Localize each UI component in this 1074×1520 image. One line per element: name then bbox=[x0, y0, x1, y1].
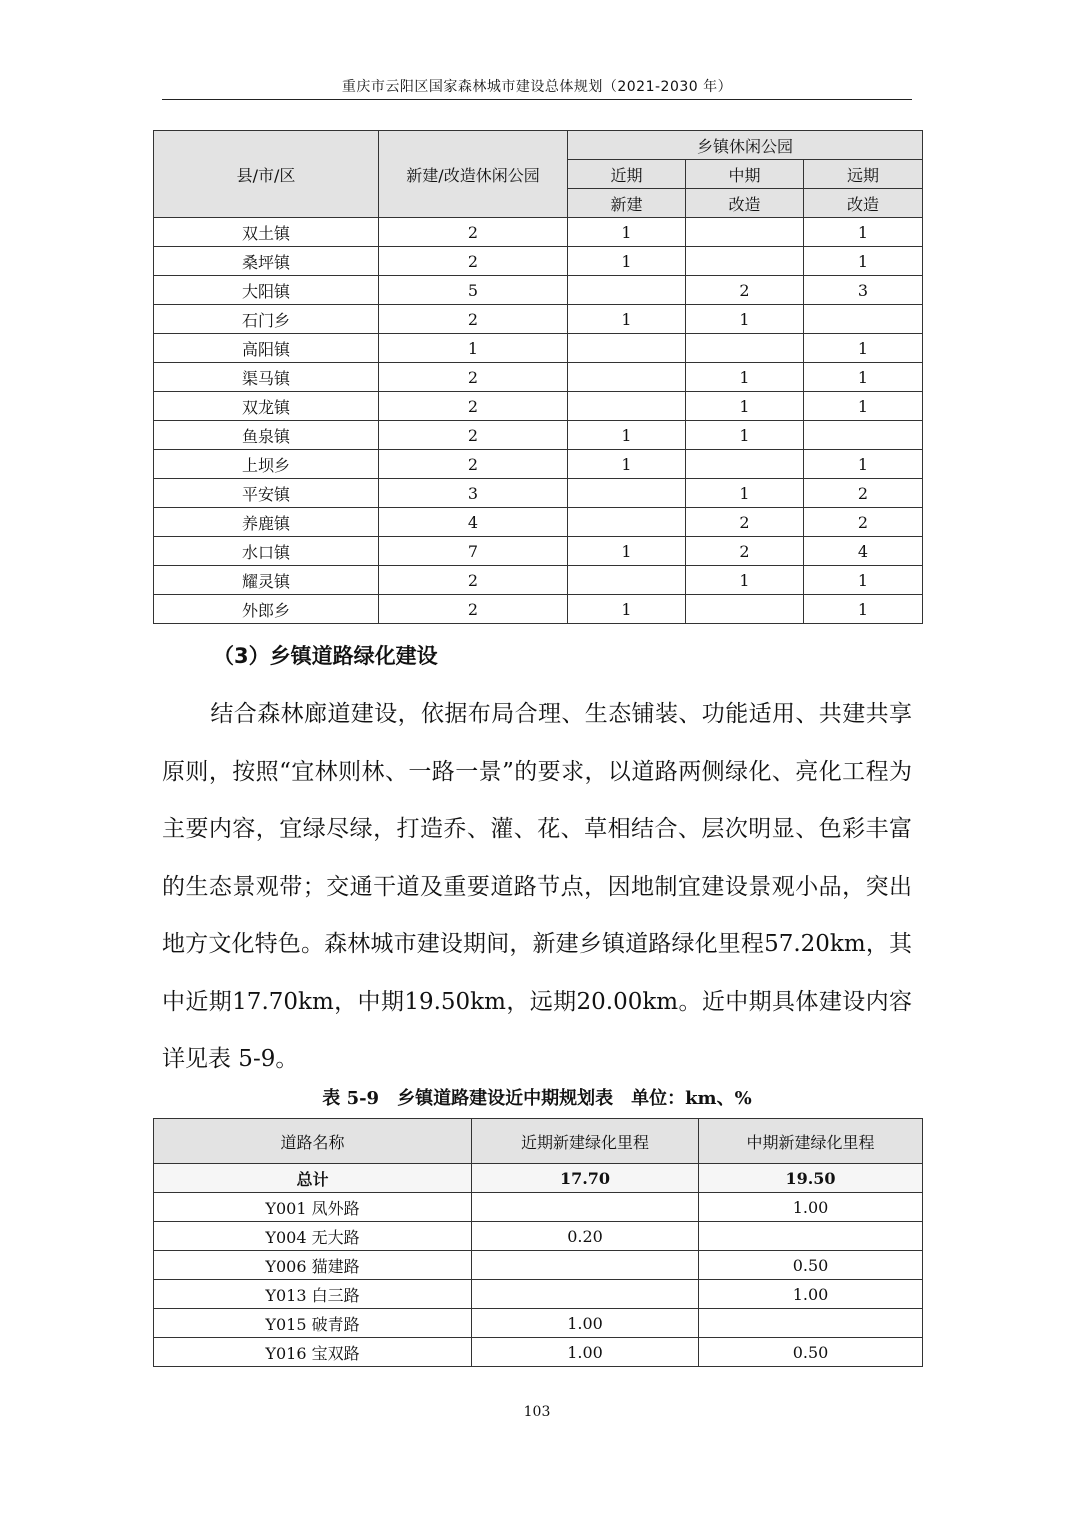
table-cell: 3 bbox=[379, 479, 568, 508]
page-number: 103 bbox=[523, 1404, 551, 1420]
table-row bbox=[154, 334, 923, 363]
table-row bbox=[154, 421, 923, 450]
table-cell bbox=[686, 218, 804, 247]
table-cell: 大阳镇 bbox=[154, 276, 379, 305]
table-cell: 上坝乡 bbox=[154, 450, 379, 479]
table-cell: Y001 凤外路 bbox=[154, 1193, 472, 1222]
table-cell bbox=[472, 1280, 699, 1309]
table-caption: 表 5-9 乡镇道路建设近中期规划表 单位：km、% bbox=[322, 1088, 752, 1109]
table-cell bbox=[568, 334, 686, 363]
table-row bbox=[154, 1193, 923, 1222]
body-paragraph bbox=[162, 686, 912, 1089]
table-cell: 1.00 bbox=[472, 1338, 699, 1367]
period-header: 远期 bbox=[804, 160, 923, 189]
table-cell: 1 bbox=[379, 334, 568, 363]
table-cell: 1 bbox=[686, 305, 804, 334]
table-cell: 养鹿镇 bbox=[154, 508, 379, 537]
table-cell bbox=[699, 1309, 923, 1338]
table-row bbox=[154, 247, 923, 276]
table-cell: 1 bbox=[804, 450, 923, 479]
table-cell bbox=[699, 1222, 923, 1251]
table-cell: 1 bbox=[686, 421, 804, 450]
table-cell: 1.00 bbox=[699, 1280, 923, 1309]
table-row bbox=[154, 392, 923, 421]
table-cell: 1 bbox=[568, 421, 686, 450]
table-cell: 1 bbox=[568, 537, 686, 566]
table-cell: 双土镇 bbox=[154, 218, 379, 247]
table-cell: 1 bbox=[686, 392, 804, 421]
table-cell bbox=[804, 305, 923, 334]
table-cell bbox=[568, 508, 686, 537]
type-header: 新建 bbox=[568, 189, 686, 218]
col-header-parks: 新建/改造休闲公园 bbox=[379, 131, 568, 218]
col-header-group: 乡镇休闲公园 bbox=[568, 131, 923, 160]
table-cell: 1 bbox=[804, 363, 923, 392]
table-cell bbox=[472, 1251, 699, 1280]
type-header: 改造 bbox=[686, 189, 804, 218]
table-row bbox=[154, 1309, 923, 1338]
table-cell: 2 bbox=[379, 363, 568, 392]
table-cell: 5 bbox=[379, 276, 568, 305]
col-header-county: 县/市/区 bbox=[154, 131, 379, 218]
table-cell: 2 bbox=[379, 305, 568, 334]
table-cell: Y006 猫建路 bbox=[154, 1251, 472, 1280]
header-rule bbox=[162, 99, 912, 100]
table-cell: 水口镇 bbox=[154, 537, 379, 566]
table-cell: 4 bbox=[379, 508, 568, 537]
table-cell: 1 bbox=[686, 479, 804, 508]
table-row bbox=[154, 450, 923, 479]
col-header-road-name: 道路名称 bbox=[154, 1119, 472, 1164]
township-parks-table bbox=[153, 130, 923, 624]
table-cell: 2 bbox=[686, 276, 804, 305]
table-cell bbox=[686, 247, 804, 276]
table-cell: 2 bbox=[379, 392, 568, 421]
table-cell: 2 bbox=[379, 595, 568, 624]
table-cell bbox=[686, 334, 804, 363]
table-cell: Y016 宝双路 bbox=[154, 1338, 472, 1367]
table-cell: 渠马镇 bbox=[154, 363, 379, 392]
table-cell bbox=[804, 421, 923, 450]
table-cell: 0.50 bbox=[699, 1251, 923, 1280]
table-row bbox=[154, 566, 923, 595]
total-label: 总计 bbox=[154, 1164, 472, 1193]
table-cell: 1 bbox=[568, 305, 686, 334]
table-cell: 2 bbox=[379, 450, 568, 479]
table-cell: 1 bbox=[568, 218, 686, 247]
table-cell: 1 bbox=[804, 334, 923, 363]
table-cell: 2 bbox=[686, 508, 804, 537]
table-cell: 1 bbox=[686, 566, 804, 595]
table-cell bbox=[568, 276, 686, 305]
table-row bbox=[154, 1338, 923, 1367]
table-cell: 4 bbox=[804, 537, 923, 566]
table-row bbox=[154, 479, 923, 508]
table-cell: 1 bbox=[568, 247, 686, 276]
table-cell: 2 bbox=[804, 508, 923, 537]
paragraph-text: 结合森林廊道建设，依据布局合理、生态铺装、功能适用、共建共享原则，按照“宜林则林、一路一景”的要求，以道路两侧绿化、亮化工程为主要内容，宜绿尽绿，打造乔、灌、花、草相结合、层次明显、色彩丰富的生态景观带；交通干道及重要道路节点，因地制宜建设景观小品，突出地方文化特色。森林城市建设期间，新建乡镇道路绿化里程57.20km，其中近期17.70km，中期19.50km，远期20.00km。近中期具体建设内容详见表 5-9。 bbox=[162, 701, 912, 1072]
table-cell: Y015 破青路 bbox=[154, 1309, 472, 1338]
total-near: 17.70 bbox=[472, 1164, 699, 1193]
table-cell: 1.00 bbox=[699, 1193, 923, 1222]
table-cell: 1.00 bbox=[472, 1309, 699, 1338]
table-row bbox=[154, 508, 923, 537]
road-greening-table bbox=[153, 1118, 923, 1367]
table-cell bbox=[568, 392, 686, 421]
col-header-near-term: 近期新建绿化里程 bbox=[472, 1119, 699, 1164]
table-cell bbox=[568, 479, 686, 508]
table-cell: 1 bbox=[804, 392, 923, 421]
table-row bbox=[154, 595, 923, 624]
table-cell: 3 bbox=[804, 276, 923, 305]
table-cell: 2 bbox=[379, 218, 568, 247]
table-cell: 鱼泉镇 bbox=[154, 421, 379, 450]
period-header: 中期 bbox=[686, 160, 804, 189]
table-cell bbox=[686, 595, 804, 624]
total-row bbox=[154, 1164, 923, 1193]
table-cell: Y004 无大路 bbox=[154, 1222, 472, 1251]
table-cell: 7 bbox=[379, 537, 568, 566]
table-cell: 1 bbox=[804, 247, 923, 276]
table-cell: Y013 白三路 bbox=[154, 1280, 472, 1309]
table-row bbox=[154, 1280, 923, 1309]
table-cell bbox=[686, 450, 804, 479]
table-row bbox=[154, 276, 923, 305]
table-cell: 1 bbox=[686, 363, 804, 392]
table-cell: 外郎乡 bbox=[154, 595, 379, 624]
type-header: 改造 bbox=[804, 189, 923, 218]
col-header-mid-term: 中期新建绿化里程 bbox=[699, 1119, 923, 1164]
table-cell: 1 bbox=[568, 595, 686, 624]
table-row bbox=[154, 1222, 923, 1251]
table-cell: 平安镇 bbox=[154, 479, 379, 508]
table-cell: 双龙镇 bbox=[154, 392, 379, 421]
table-cell: 桑坪镇 bbox=[154, 247, 379, 276]
table-cell: 1 bbox=[804, 566, 923, 595]
table-cell: 2 bbox=[686, 537, 804, 566]
table-cell: 0.20 bbox=[472, 1222, 699, 1251]
table-cell: 高阳镇 bbox=[154, 334, 379, 363]
table-row bbox=[154, 363, 923, 392]
table-cell: 1 bbox=[804, 595, 923, 624]
table-cell: 石门乡 bbox=[154, 305, 379, 334]
table-row bbox=[154, 1251, 923, 1280]
table-cell: 耀灵镇 bbox=[154, 566, 379, 595]
table-cell bbox=[472, 1193, 699, 1222]
table-cell: 2 bbox=[379, 421, 568, 450]
table-cell: 2 bbox=[379, 247, 568, 276]
table-cell bbox=[568, 566, 686, 595]
table-cell: 1 bbox=[804, 218, 923, 247]
table-row bbox=[154, 305, 923, 334]
total-mid: 19.50 bbox=[699, 1164, 923, 1193]
section-heading: （3）乡镇道路绿化建设 bbox=[213, 644, 438, 668]
table-cell: 2 bbox=[379, 566, 568, 595]
table-cell bbox=[568, 363, 686, 392]
table-row bbox=[154, 218, 923, 247]
running-header: 重庆市云阳区国家森林城市建设总体规划（2021-2030 年） bbox=[341, 79, 733, 95]
table-row bbox=[154, 537, 923, 566]
table-cell: 1 bbox=[568, 450, 686, 479]
period-header: 近期 bbox=[568, 160, 686, 189]
table-cell: 0.50 bbox=[699, 1338, 923, 1367]
table-cell: 2 bbox=[804, 479, 923, 508]
